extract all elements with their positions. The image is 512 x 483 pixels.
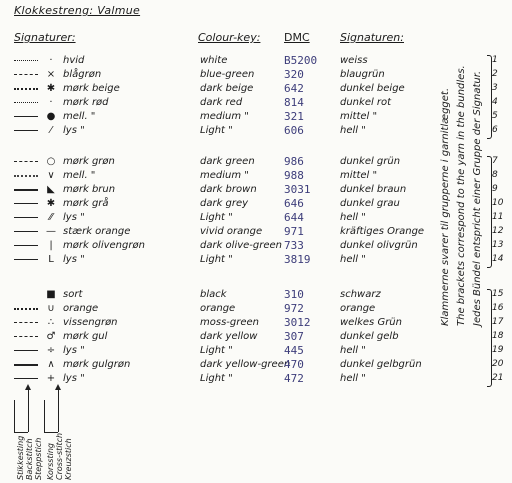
colour-name-dk: mørk grøn (63, 156, 115, 167)
backstitch-line (14, 239, 38, 252)
row-number: 20 (492, 359, 504, 369)
cross-stitch-symbol: ✱ (46, 198, 56, 209)
colour-name-en: Light " (200, 254, 233, 265)
dmc-code: 733 (284, 239, 304, 252)
cross-stitch-symbol: ⁄⁄ (49, 212, 53, 223)
colour-name-dk: mørk grå (63, 198, 109, 209)
table-row (0, 372, 512, 385)
colour-name-en: black (200, 289, 227, 300)
dmc-code: 642 (284, 82, 304, 95)
colour-name-dk: mørk olivengrøn (63, 240, 145, 251)
dmc-code: 445 (284, 344, 304, 357)
table-row (0, 344, 512, 357)
row-number: 13 (492, 240, 504, 250)
colour-name-en: white (200, 55, 228, 66)
colour-name-dk: mørk gul (63, 331, 108, 342)
colour-name-en: dark yellow-green (200, 359, 291, 370)
colour-name-dk: blågrøn (63, 69, 102, 80)
colour-name-de: hell " (340, 212, 366, 223)
cross-stitch-symbol: ✱ (46, 83, 56, 94)
colour-name-dk: lys " (63, 345, 85, 356)
colour-name-dk: mørk rød (63, 97, 109, 108)
table-row (0, 225, 512, 238)
row-number: 5 (492, 111, 498, 121)
dmc-code: 988 (284, 169, 304, 182)
dmc-code: 972 (284, 302, 304, 315)
colour-name-de: kräftiges Orange (340, 226, 425, 237)
cross-stitch-symbol: ∴ (47, 317, 55, 328)
backstitch-line (14, 302, 38, 315)
table-row (0, 253, 512, 266)
row-number: 7 (492, 156, 498, 166)
cross-stitch-symbol: × (46, 69, 56, 80)
dmc-code: 321 (284, 110, 304, 123)
backstitch-line (14, 169, 38, 182)
legend-crossstitch-de: Kreuzstich (64, 438, 73, 480)
table-row (0, 110, 512, 123)
backstitch-line (14, 54, 38, 67)
dmc-code: 814 (284, 96, 304, 109)
table-row (0, 124, 512, 137)
backstitch-line (14, 316, 38, 329)
row-number: 15 (492, 289, 504, 299)
table-row (0, 358, 512, 371)
dmc-code: 3012 (284, 316, 311, 329)
row-number: 1 (492, 55, 498, 65)
colour-name-de: dunkel gelbgrün (340, 359, 422, 370)
colour-name-de: dunkel grün (340, 156, 401, 167)
dmc-code: 606 (284, 124, 304, 137)
colour-name-dk: lys " (63, 373, 85, 384)
dmc-code: 320 (284, 68, 304, 81)
table-row (0, 330, 512, 343)
backstitch-line (14, 96, 38, 109)
row-number: 6 (492, 125, 498, 135)
backstitch-line (14, 358, 38, 371)
colour-name-de: dunkel braun (340, 184, 407, 195)
row-number: 11 (492, 212, 504, 222)
cross-stitch-symbol: | (49, 240, 53, 251)
colour-name-dk: lys " (63, 125, 85, 136)
colour-name-dk: mell. " (63, 111, 96, 122)
backstitch-line (14, 197, 38, 210)
colour-name-en: blue-green (200, 69, 255, 80)
colour-name-en: dark green (200, 156, 255, 167)
legend-crossstitch-en: Cross-stitch (55, 432, 64, 480)
table-row (0, 183, 512, 196)
cross-stitch-symbol: ◣ (47, 184, 55, 195)
side-note-de: Jedes Bündel entspricht einer Gruppe der Signatur. (472, 70, 483, 326)
colour-name-de: dunkel gelb (340, 331, 399, 342)
colour-name-dk: stærk orange (63, 226, 131, 237)
colour-name-de: hell " (340, 345, 366, 356)
dmc-code: 472 (284, 372, 304, 385)
colour-name-de: orange (340, 303, 376, 314)
dmc-code: 310 (284, 288, 304, 301)
backstitch-line (14, 110, 38, 123)
cross-stitch-symbol: · (49, 55, 53, 66)
colour-name-dk: hvid (63, 55, 85, 66)
cross-stitch-symbol: + (46, 373, 56, 384)
cross-stitch-symbol: ♂ (46, 331, 56, 342)
colour-name-en: dark red (200, 97, 243, 108)
row-number: 4 (492, 97, 498, 107)
colour-name-de: schwarz (340, 289, 381, 300)
colour-name-dk: mell. " (63, 170, 96, 181)
row-number: 14 (492, 254, 504, 264)
colour-name-de: hell " (340, 125, 366, 136)
colour-name-en: vivid orange (200, 226, 263, 237)
colour-name-de: hell " (340, 373, 366, 384)
colour-name-dk: sort (63, 289, 83, 300)
side-note-dk: Klammerne svarer til grupperne i garnitlægget. (440, 87, 451, 326)
row-number: 16 (492, 303, 504, 313)
legend-crossstitch-dk: Korssting (46, 443, 55, 480)
dmc-code: 644 (284, 211, 304, 224)
colour-name-dk: mørk gulgrøn (63, 359, 131, 370)
legend-backstitch-dk: Stikkesting (16, 435, 25, 480)
header-signatures-de: Signaturen: (340, 31, 404, 44)
colour-name-de: mittel " (340, 170, 378, 181)
colour-name-de: blaugrün (340, 69, 385, 80)
cross-stitch-symbol: L (48, 254, 54, 265)
colour-name-en: Light " (200, 345, 233, 356)
colour-name-de: hell " (340, 254, 366, 265)
backstitch-line (14, 288, 38, 301)
backstitch-line (14, 211, 38, 224)
colour-name-de: dunkel olivgrün (340, 240, 418, 251)
colour-name-en: dark beige (200, 83, 254, 94)
dmc-code: 646 (284, 197, 304, 210)
colour-name-en: orange (200, 303, 236, 314)
table-row (0, 316, 512, 329)
header-dmc: DMC (284, 31, 310, 44)
cross-stitch-symbol: ● (46, 111, 56, 122)
backstitch-line (14, 330, 38, 343)
cross-stitch-symbol: ÷ (46, 345, 56, 356)
table-row (0, 54, 512, 67)
row-number: 21 (492, 373, 504, 383)
row-number: 2 (492, 69, 498, 79)
backstitch-line (14, 68, 38, 81)
colour-name-en: Light " (200, 125, 233, 136)
cross-stitch-symbol: ⁄ (50, 125, 52, 136)
colour-name-en: medium " (200, 111, 249, 122)
cross-stitch-symbol: · (49, 97, 53, 108)
backstitch-line (14, 344, 38, 357)
cross-stitch-symbol: ○ (46, 156, 56, 167)
backstitch-line (14, 155, 38, 168)
dmc-code: 3031 (284, 183, 311, 196)
dmc-code: 971 (284, 225, 304, 238)
row-number: 10 (492, 198, 504, 208)
row-number: 17 (492, 317, 504, 327)
dmc-code: 307 (284, 330, 304, 343)
group-bracket (487, 156, 492, 268)
group-bracket (487, 289, 492, 387)
colour-name-de: welkes Grün (340, 317, 402, 328)
legend-backstitch-de: Steppstich (34, 437, 43, 480)
dmc-code: 470 (284, 358, 304, 371)
colour-name-en: Light " (200, 373, 233, 384)
colour-name-de: dunkel grau (340, 198, 400, 209)
colour-name-de: weiss (340, 55, 368, 66)
colour-name-dk: orange (63, 303, 99, 314)
colour-name-en: medium " (200, 170, 249, 181)
colour-name-dk: lys " (63, 212, 85, 223)
table-row (0, 68, 512, 81)
colour-name-en: moss-green (200, 317, 259, 328)
colour-name-en: dark brown (200, 184, 257, 195)
colour-name-en: dark olive-green (200, 240, 283, 251)
colour-name-de: mittel " (340, 111, 378, 122)
row-number: 18 (492, 331, 504, 341)
row-number: 9 (492, 184, 498, 194)
group-bracket (487, 55, 492, 139)
cross-stitch-symbol: ■ (46, 289, 56, 300)
table-row (0, 155, 512, 168)
backstitch-line (14, 82, 38, 95)
dmc-code: B5200 (284, 54, 318, 67)
backstitch-line (14, 124, 38, 137)
dmc-code: 3819 (284, 253, 311, 266)
legend-backstitch-en: Backstitch (25, 438, 34, 480)
backstitch-line (14, 183, 38, 196)
colour-name-en: dark yellow (200, 331, 258, 342)
row-number: 8 (492, 170, 498, 180)
side-note-en: The brackets correspond to the yarn in the bundles. (456, 65, 467, 326)
cross-stitch-symbol: — (46, 226, 56, 237)
cross-stitch-symbol: ∪ (47, 303, 55, 314)
colour-name-en: dark grey (200, 198, 249, 209)
cross-stitch-symbol: ∨ (47, 170, 55, 181)
colour-name-dk: vissengrøn (63, 317, 118, 328)
header-colour-key: Colour-key: (198, 31, 261, 44)
table-row (0, 302, 512, 315)
chart-title: Klokkestreng: Valmue (14, 4, 141, 17)
table-row (0, 288, 512, 301)
cross-stitch-symbol: ∧ (47, 359, 55, 370)
colour-name-de: dunkel beige (340, 83, 405, 94)
colour-name-dk: lys " (63, 254, 85, 265)
table-row (0, 197, 512, 210)
table-row (0, 239, 512, 252)
header-signatures-dk: Signaturer: (14, 31, 76, 44)
table-row (0, 169, 512, 182)
colour-name-de: dunkel rot (340, 97, 392, 108)
dmc-code: 986 (284, 155, 304, 168)
colour-name-dk: mørk brun (63, 184, 116, 195)
colour-name-dk: mørk beige (63, 83, 120, 94)
table-row (0, 82, 512, 95)
backstitch-line (14, 253, 38, 266)
table-row (0, 211, 512, 224)
colour-name-en: Light " (200, 212, 233, 223)
table-row (0, 96, 512, 109)
backstitch-line (14, 225, 38, 238)
row-number: 12 (492, 226, 504, 236)
row-number: 19 (492, 345, 504, 355)
row-number: 3 (492, 83, 498, 93)
